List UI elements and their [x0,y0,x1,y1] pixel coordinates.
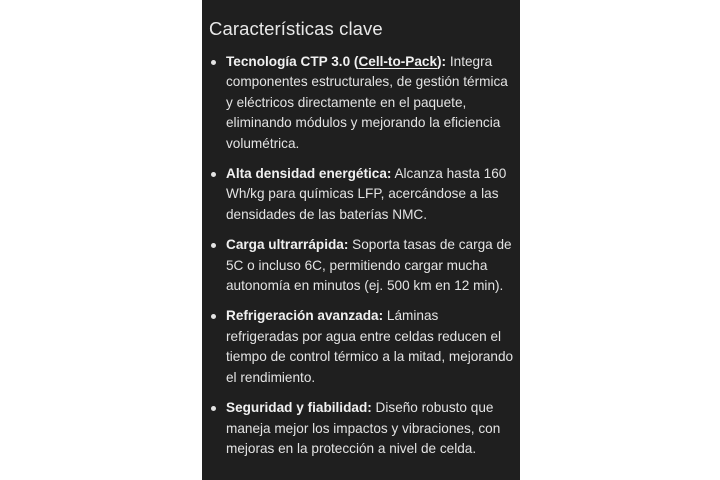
list-item [209,164,514,225]
feature-text: Soporta tasas de carga de 5C o incluso 6C, permitiendo cargar mucha autonomía en minutos (ej. 500 km en 12 min). [226,237,512,294]
list-item [209,306,514,388]
feature-title: Tecnología CTP 3.0 [226,54,351,69]
bullet-icon [211,314,216,319]
bullet-icon [211,60,216,65]
list-item [209,52,514,154]
bullet-icon [211,172,216,177]
feature-title: Carga ultrarrápida: [226,237,349,253]
cell-to-pack-link[interactable]: Cell-to-Pack [358,54,438,69]
feature-list [209,52,514,459]
response-panel [202,0,520,480]
feature-title-paren-open: ( [350,54,359,69]
feature-text: Alcanza hasta 160 Wh/kg para químicas LFP, acercándose a las densidades de las baterías NMC. [226,166,507,222]
feature-text: Diseño robusto que maneja mejor los impactos y vibraciones, con mejoras en la protección a nivel de celda. [226,400,501,456]
feature-title: Seguridad y fiabilidad: [226,400,372,416]
section-heading: Características clave [209,18,383,39]
feature-text: Láminas refrigeradas por agua entre celdas reducen el tiempo de control térmico a la mitad, mejorando el rendimiento. [226,308,514,385]
feature-text: Integra componentes estructurales, de gestión térmica y eléctricos directamente en el paquete, eliminando módulos y mejorando la eficiencia volumétrica. [226,54,508,151]
feature-title-paren-close: ): [437,54,447,69]
list-item [209,398,514,459]
feature-title: Alta densidad energética: [226,166,392,182]
feature-title: Refrigeración avanzada: [226,308,384,324]
bullet-icon [211,243,216,248]
list-item [209,235,514,296]
bullet-icon [211,406,216,411]
